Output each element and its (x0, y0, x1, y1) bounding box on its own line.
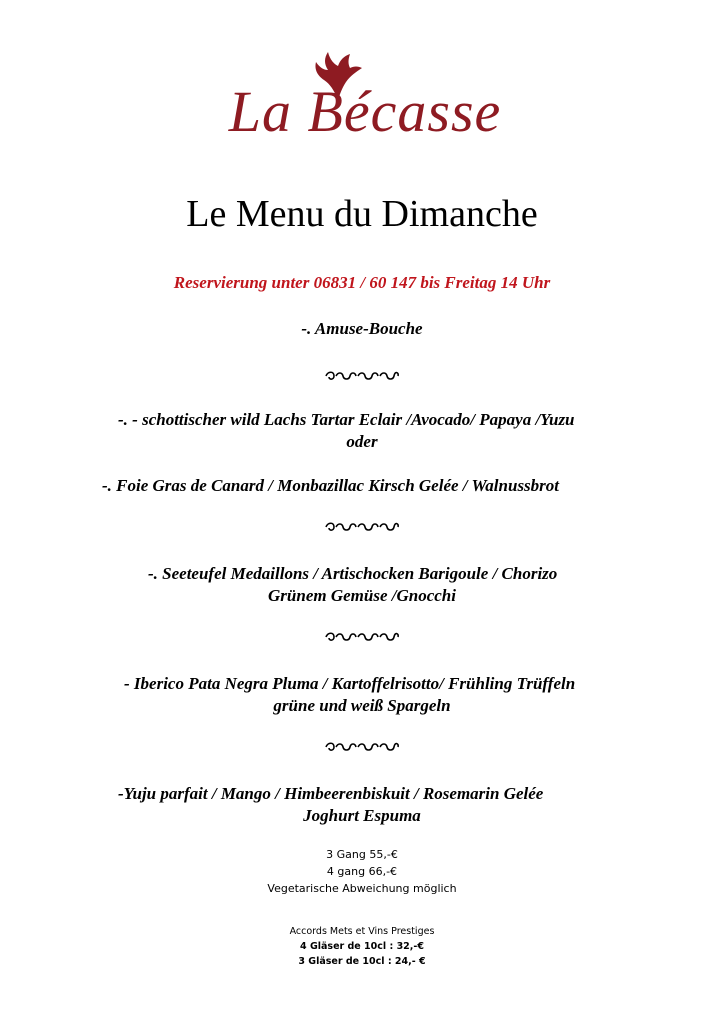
ornament-divider-icon (0, 520, 724, 532)
course-fish-line2: Grünem Gemüse /Gnocchi (268, 586, 456, 605)
course-or-label: oder (346, 432, 378, 451)
course-starter-salmon: -. - schottischer wild Lachs Tartar Eclair /Avocado/ Papaya /Yuzu (118, 410, 575, 429)
course-amuse-bouche: -. Amuse-Bouche (301, 319, 423, 338)
page-title: Le Menu du Dimanche (186, 193, 538, 235)
course-dessert-line2: Joghurt Espuma (303, 806, 421, 825)
wine-three-glasses: 3 Gläser de 10cl : 24,- € (298, 956, 426, 967)
wine-pairing-title: Accords Mets et Vins Prestiges (289, 926, 435, 937)
course-starter-foie-gras: -. Foie Gras de Canard / Monbazillac Kirsch Gelée / Walnussbrot (102, 476, 560, 495)
course-meat-line1: - Iberico Pata Negra Pluma / Kartoffelrisotto/ Frühling Trüffeln (124, 674, 576, 693)
ornament-divider-icon (0, 369, 724, 381)
price-four-course: 4 gang 66,-€ (326, 865, 398, 878)
ornament-divider-icon (0, 740, 724, 752)
reservation-info: Reservierung unter 06831 / 60 147 bis Freitag 14 Uhr (173, 273, 551, 292)
wine-four-glasses: 4 Gläser de 10cl : 32,-€ (300, 941, 424, 952)
course-fish-line1: -. Seeteufel Medaillons / Artischocken Barigoule / Chorizo (148, 564, 558, 583)
price-three-course: 3 Gang 55,-€ (326, 848, 398, 861)
wine-pairing-block (0, 924, 724, 969)
ornament-divider-icon (0, 630, 724, 642)
vegetarian-note: Vegetarische Abweichung möglich (267, 882, 457, 895)
restaurant-logo (200, 48, 530, 148)
course-dessert-line1: -Yuju parfait / Mango / Himbeerenbiskuit / Rosemarin Gelée (118, 784, 544, 803)
logo-text: La Bécasse (228, 79, 502, 144)
price-block (0, 846, 724, 897)
course-meat-line2: grüne und weiß Spargeln (273, 696, 451, 715)
